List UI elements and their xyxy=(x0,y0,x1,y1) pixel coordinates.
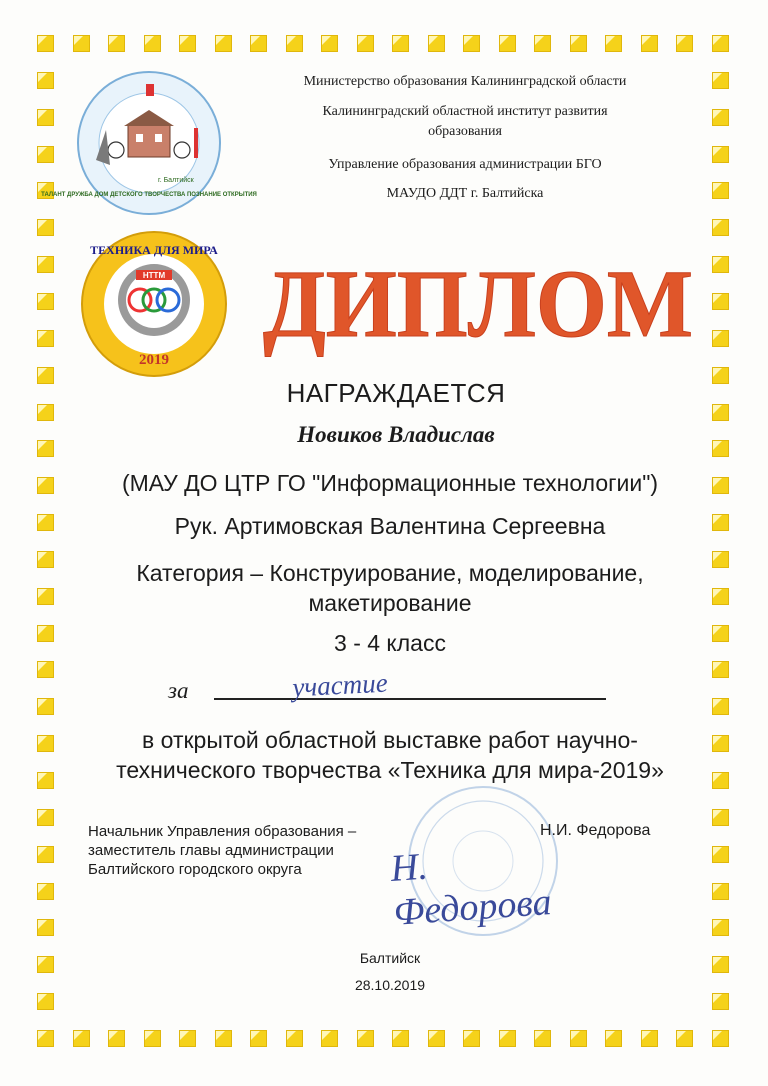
border-square xyxy=(144,35,161,52)
border-square xyxy=(712,440,729,457)
border-square xyxy=(37,404,54,421)
org-ddt: МАУДО ДДТ г. Балтийска xyxy=(386,186,544,201)
border-square xyxy=(499,35,516,52)
category-line-2: макетирование xyxy=(308,590,472,616)
for-label: за xyxy=(168,678,189,703)
signatory-position-line-3: Балтийского городского округа xyxy=(88,861,302,878)
border-square xyxy=(712,919,729,936)
border-square xyxy=(37,809,54,826)
org-education-department: Управление образования администрации БГО xyxy=(328,157,602,172)
border-square xyxy=(428,35,445,52)
border-square xyxy=(286,1030,303,1047)
border-square xyxy=(37,293,54,310)
tekhnika-logo-arc: ТЕХНИКА ДЛЯ МИРА xyxy=(90,243,218,257)
border-square xyxy=(37,1030,54,1047)
supervisor-line: Рук. Артимовская Валентина Сергеевна xyxy=(174,513,606,539)
border-square xyxy=(321,1030,338,1047)
border-square xyxy=(605,35,622,52)
border-square xyxy=(712,1030,729,1047)
border-square xyxy=(37,698,54,715)
border-square xyxy=(712,72,729,89)
org-institute-line2: образования xyxy=(428,124,502,139)
border-square xyxy=(250,35,267,52)
border-square xyxy=(712,330,729,347)
border-square xyxy=(179,35,196,52)
border-square xyxy=(73,1030,90,1047)
border-square xyxy=(712,367,729,384)
tekhnika-logo-badge: НТТМ xyxy=(142,271,166,280)
border-square xyxy=(428,1030,445,1047)
border-square xyxy=(37,846,54,863)
border-square xyxy=(37,661,54,678)
border-square xyxy=(37,109,54,126)
category-line-1: Категория – Конструирование, моделирование, xyxy=(136,560,644,586)
border-square xyxy=(37,440,54,457)
border-square xyxy=(712,109,729,126)
border-square xyxy=(712,625,729,642)
border-square xyxy=(570,35,587,52)
border-square xyxy=(37,219,54,236)
border-square xyxy=(712,846,729,863)
border-square xyxy=(712,35,729,52)
border-square xyxy=(37,35,54,52)
ddt-logo-text: ТАЛАНТ ДРУЖБА ДОМ ДЕТСКОГО ТВОРЧЕСТВА ПОЗНАНИЕ ОТКРЫТИЯ xyxy=(41,192,257,198)
border-square xyxy=(37,256,54,273)
border-square xyxy=(286,35,303,52)
border-square xyxy=(712,293,729,310)
border-square xyxy=(37,72,54,89)
event-line-2: технического творчества «Техника для мира-2019» xyxy=(116,757,664,783)
border-square xyxy=(712,182,729,199)
border-square xyxy=(676,1030,693,1047)
border-square xyxy=(392,35,409,52)
ddt-logo xyxy=(41,70,257,216)
border-square xyxy=(37,919,54,936)
border-square xyxy=(37,883,54,900)
border-square xyxy=(712,993,729,1010)
border-square xyxy=(144,1030,161,1047)
border-square xyxy=(37,146,54,163)
ddt-logo-city: г. Балтийск xyxy=(158,177,194,184)
signature: Н. Федорова xyxy=(389,845,553,934)
border-square xyxy=(37,956,54,973)
border-square xyxy=(37,367,54,384)
border-square xyxy=(392,1030,409,1047)
diploma-title-text: ДИПЛОМ xyxy=(263,250,693,357)
tekhnika-logo xyxy=(80,230,228,378)
border-square xyxy=(712,809,729,826)
border-square xyxy=(712,146,729,163)
diploma-title xyxy=(258,240,698,360)
tekhnika-logo-year: 2019 xyxy=(139,352,169,368)
date: 28.10.2019 xyxy=(354,977,426,993)
border-square xyxy=(37,993,54,1010)
signatory-name: Н.И. Федорова xyxy=(540,822,651,839)
awarded-heading: НАГРАЖДАЕТСЯ xyxy=(286,378,506,408)
border-square xyxy=(357,1030,374,1047)
signatory-position-line-1: Начальник Управления образования – xyxy=(88,823,357,840)
border-square xyxy=(463,35,480,52)
border-square xyxy=(357,35,374,52)
border-square xyxy=(37,625,54,642)
grade-line: 3 - 4 класс xyxy=(334,630,446,656)
recipient-name: Новиков Владислав xyxy=(297,422,495,447)
for-value-handwritten: участие xyxy=(291,667,389,703)
border-square xyxy=(215,35,232,52)
org-institute-line1: Калининградский областной институт развития xyxy=(322,104,608,119)
border-square xyxy=(534,1030,551,1047)
border-square xyxy=(321,35,338,52)
border-square xyxy=(712,883,729,900)
border-square xyxy=(108,35,125,52)
border-square xyxy=(712,256,729,273)
border-square xyxy=(499,1030,516,1047)
border-square xyxy=(712,404,729,421)
border-square xyxy=(73,35,90,52)
border-square xyxy=(37,330,54,347)
border-square xyxy=(570,1030,587,1047)
signatory-position-line-2: заместитель главы администрации xyxy=(88,842,334,859)
event-line-1: в открытой областной выставке работ научно- xyxy=(142,727,638,753)
border-square xyxy=(712,661,729,678)
border-square xyxy=(250,1030,267,1047)
org-ministry: Министерство образования Калининградской области xyxy=(303,74,627,89)
border-square xyxy=(605,1030,622,1047)
border-square xyxy=(179,1030,196,1047)
border-square xyxy=(215,1030,232,1047)
border-square xyxy=(712,698,729,715)
border-square xyxy=(108,1030,125,1047)
border-square xyxy=(463,1030,480,1047)
border-square xyxy=(534,35,551,52)
border-square xyxy=(641,1030,658,1047)
recipient-organization: (МАУ ДО ЦТР ГО "Информационные технологии") xyxy=(121,470,659,496)
city: Балтийск xyxy=(359,950,421,966)
border-square xyxy=(641,35,658,52)
border-square xyxy=(676,35,693,52)
border-square xyxy=(712,956,729,973)
border-square xyxy=(712,219,729,236)
